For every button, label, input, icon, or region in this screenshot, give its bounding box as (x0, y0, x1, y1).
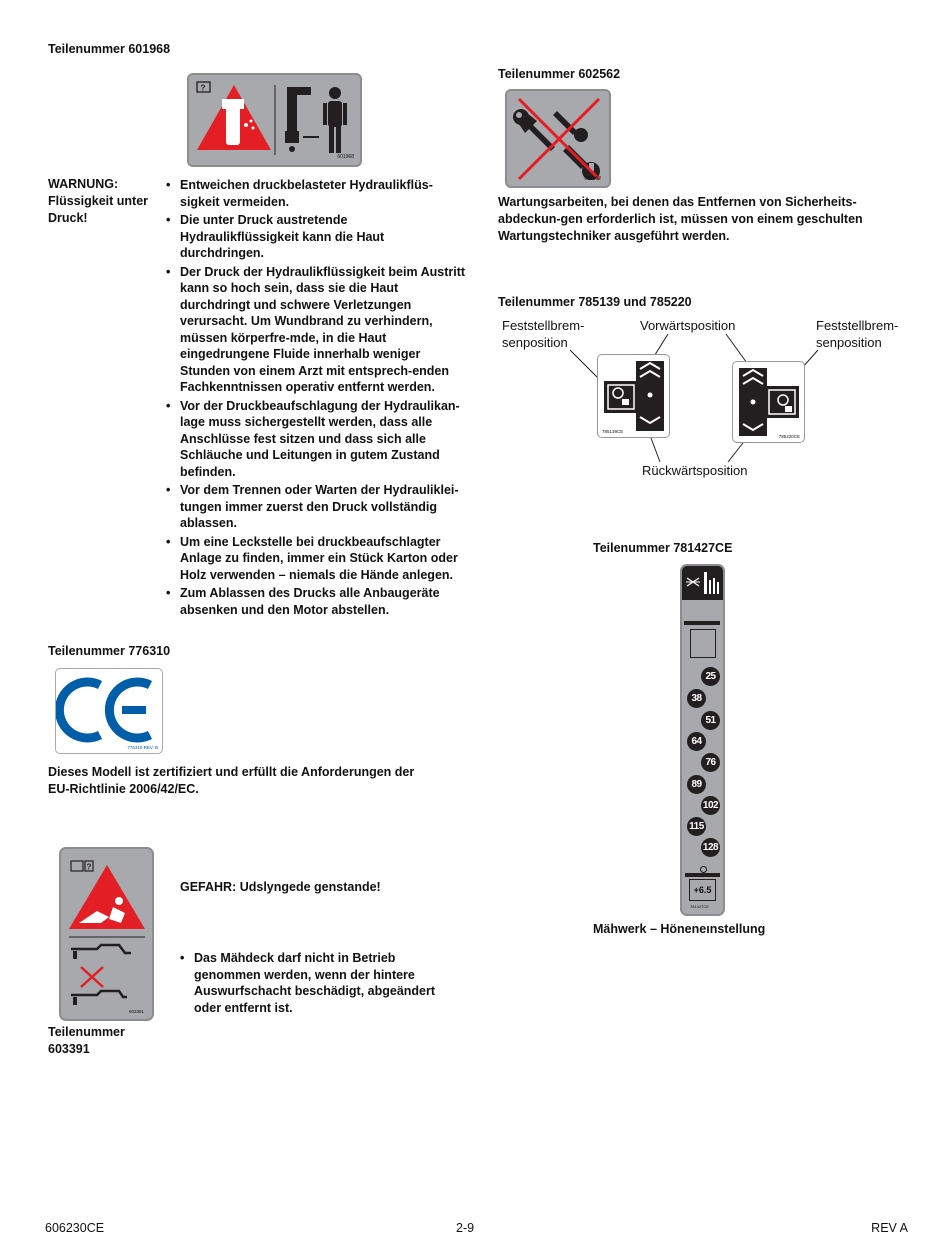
ce-mark-icon (56, 669, 162, 753)
decal-602562 (505, 89, 611, 188)
divider-bar (685, 873, 720, 877)
title-603391-line2: 603391 (48, 1042, 90, 1056)
decal-code-781427CE: 781427CE (690, 904, 709, 909)
title-781427CE: Teilenummer 781427CE (593, 541, 733, 555)
pin-hole (700, 866, 707, 873)
svg-text:?: ? (86, 862, 92, 872)
ce-certification-text: Dieses Modell ist zertifiziert und erfüllt die Anforderungen der EU-Richtlinie 2006/42/EC. (48, 765, 415, 796)
cutting-height-icon (682, 566, 723, 600)
decal-code-785220: 785220CE (778, 434, 800, 439)
decal-601968 (187, 73, 362, 167)
bullet-item: • Vor dem Trennen oder Warten der Hydrauliklei-tungen immer zuerst den Druck vollständig ablassen. (166, 482, 466, 532)
warning-label: WARNUNG: Flüssigkeit unter Druck! (48, 177, 149, 225)
height-102: 102 (701, 796, 720, 815)
height-115: 115 (687, 817, 706, 836)
travel-pedal-icon (733, 362, 804, 442)
decal-603391 (59, 847, 154, 1021)
bullet-item: • Um eine Leckstelle bei druckbeaufschlagter Anlage zu finden, immer ein Stück Karton oder Holz verwenden – niemals die Hände anlegen. (166, 534, 466, 584)
travel-pedal-icon (598, 355, 669, 437)
extra-spacer-value: +6.5 (689, 879, 716, 901)
height-64: 64 (687, 732, 706, 751)
height-38: 38 (687, 689, 706, 708)
bullet-item: • Zum Ablassen des Drucks alle Anbaugeräte absenken und den Motor abstellen. (166, 585, 466, 618)
divider-bar (684, 621, 720, 625)
caption-mower-height: Mähwerk – Höneneınstellung (593, 922, 766, 936)
maintenance-text: Wartungsarbeiten, bei denen das Entfernen von Sicherheits-abdeckun-gen erforderlich ist, müssen von einem geschulten Wartungstechniker ausgeführt werden. (498, 195, 863, 243)
danger-bullet-list (180, 950, 440, 1018)
warning-bullet-list (166, 177, 466, 620)
title-602562: Teilenummer 602562 (498, 67, 621, 81)
thrown-objects-danger-icon (61, 849, 152, 1019)
label-parking-brake-left: Feststellbrem-senposition (502, 318, 585, 350)
title-785139-785220: Teilenummer 785139 und 785220 (498, 295, 692, 309)
decal-code-602562: 602562 (584, 176, 601, 182)
label-reverse-position: Rückwärtsposition (642, 463, 748, 478)
hydraulic-pressure-warning-icon (189, 75, 360, 165)
height-51: 51 (701, 711, 720, 730)
footer-doc-number: 606230CE (45, 1221, 105, 1235)
height-window (690, 629, 716, 658)
danger-label: GEFAHR: Udslyngede genstande! (180, 880, 381, 894)
title-776310: Teilenummer 776310 (48, 644, 171, 658)
decal-code-601968: 601968 (337, 154, 354, 160)
bullet-item: • Der Druck der Hydraulikflüssigkeit beim Austritt kann so hoch sein, dass sie die Haut durchdringt und schwere Verletzungen verursacht. Um Wundbrand zu verhindern, müssen körperfre-mde, in die Haut eingedrungene Fluide innerhalb weniger Stunden von einem Arzt mit entsprech-enden Fachkenntnissen operativ entfernt werden. (166, 264, 466, 396)
label-forward-position: Vorwärtsposition (640, 318, 736, 333)
decal-776310 (55, 668, 163, 754)
height-76: 76 (701, 753, 720, 772)
svg-text:?: ? (200, 83, 206, 93)
title-603391-line1: Teilenummer (48, 1025, 125, 1039)
no-tools-icon (507, 91, 609, 186)
title-601968: Teilenummer 601968 (48, 42, 171, 56)
height-25: 25 (701, 667, 720, 686)
label-parking-brake-right: Feststellbrem-senposition (816, 318, 899, 350)
decal-code-776310: 776310 REV. B (127, 745, 158, 750)
height-128: 128 (701, 838, 720, 857)
footer-revision: REV A (871, 1221, 908, 1235)
bullet-item: • Die unter Druck austretende Hydraulikflüssigkeit kann die Haut durchdringen. (166, 212, 466, 262)
decal-785220 (732, 361, 805, 443)
bullet-item: • Entweichen druckbelasteter Hydraulikflüs-sigkeit vermeiden. (166, 177, 466, 210)
decal-785139 (597, 354, 670, 438)
bullet-item: • Vor der Druckbeaufschlagung der Hydraulikan-lage muss sichergestellt werden, dass alle Anschlüsse fest sitzen und dass sich alle Schläuche und Leitungen in gutem Zustand befinden. (166, 398, 466, 481)
decal-code-603391: 603391 (128, 1009, 144, 1014)
decal-code-785139: 785139CE (602, 429, 624, 434)
height-89: 89 (687, 775, 706, 794)
footer-page-number: 2-9 (456, 1221, 475, 1235)
bullet-item: • Das Mähdeck darf nicht in Betrieb genommen werden, wenn der hintere Auswurfschacht beschädigt, abgeändert oder entfernt ist. (180, 950, 440, 1016)
decal-781427CE (680, 564, 725, 916)
